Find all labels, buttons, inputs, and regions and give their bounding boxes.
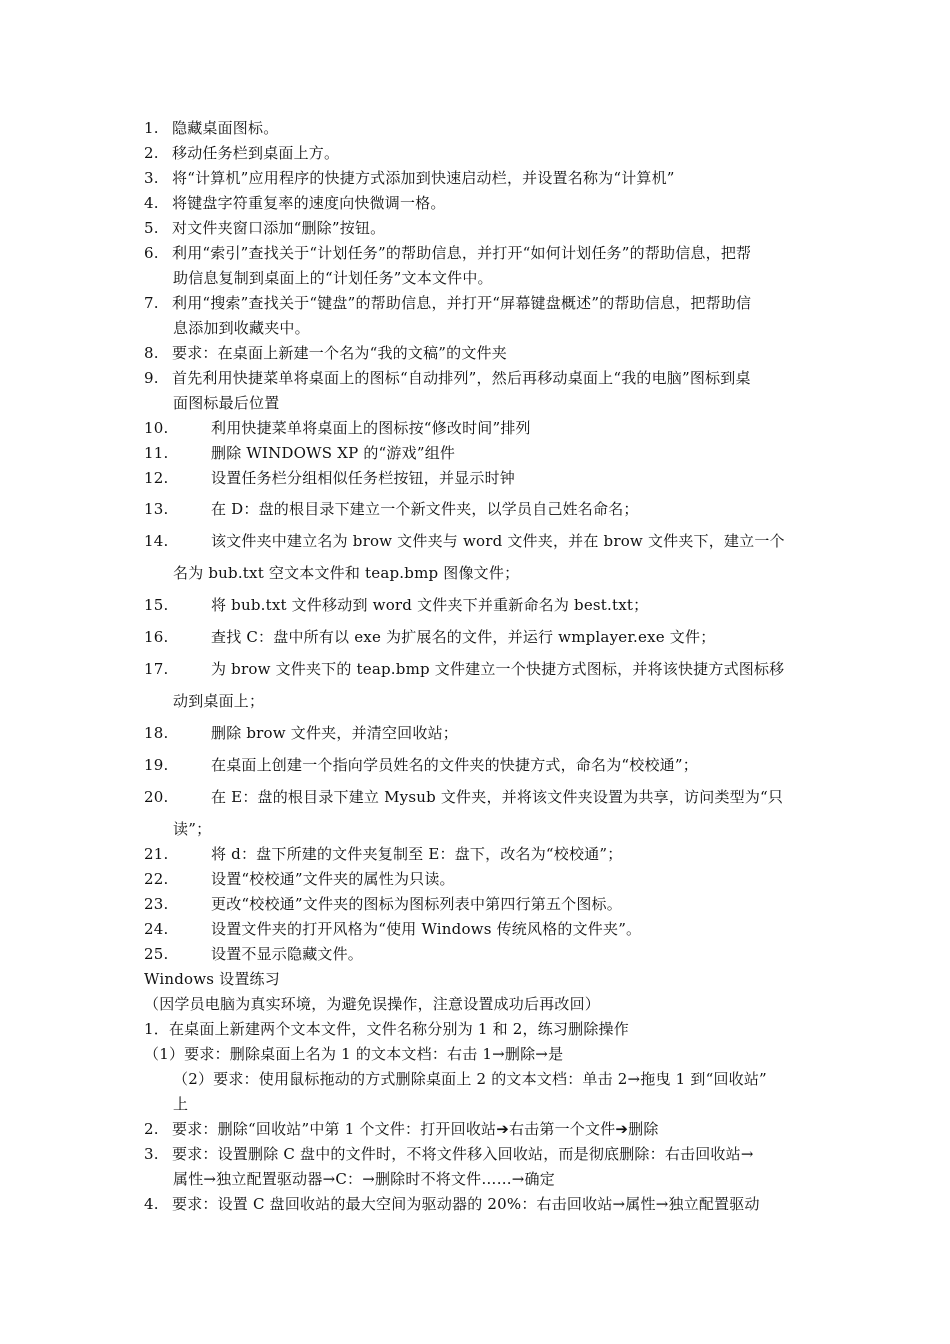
task-15: 15. 将 bub.txt 文件移动到 word 文件夹下并重新命名为 best.txt； (144, 596, 649, 614)
exercise-4: 4. 要求：设置 C 盘回收站的最大空间为驱动器的 20%：右击回收站→属性→独立配置驱动 (144, 1195, 760, 1213)
section-note: （因学员电脑为真实环境，为避免误操作，注意设置成功后再改回） (144, 995, 601, 1013)
task-22: 22. 设置“校校通”文件夹的属性为只读。 (144, 870, 455, 888)
exercise-1: 1．在桌面上新建两个文本文件，文件名称分别为 1 和 2，练习删除操作 (144, 1020, 629, 1038)
exercise-3-cont: 属性→独立配置驱动器→C：→删除时不将文件……→确定 (173, 1170, 555, 1188)
task-6-cont: 助信息复制到桌面上的“计划任务”文本文件中。 (173, 269, 493, 287)
exercise-2: 2. 要求：删除“回收站”中第 1 个文件：打开回收站➔右击第一个文件➔删除 (144, 1120, 659, 1138)
task-1: 1. 隐藏桌面图标。 (144, 119, 279, 137)
task-25: 25. 设置不显示隐藏文件。 (144, 945, 364, 963)
task-14-cont: 名为 bub.txt 空文本文件和 teap.bmp 图像文件； (173, 564, 520, 582)
task-4: 4. 将键盘字符重复率的速度向快微调一格。 (144, 194, 446, 212)
task-6: 6. 利用“索引”查找关于“计划任务”的帮助信息，并打开“如何计划任务”的帮助信息，把帮 (144, 244, 752, 262)
task-14: 14. 该文件夹中建立名为 brow 文件夹与 word 文件夹，并在 brow 文件夹下，建立一个 (144, 532, 785, 550)
task-10: 10. 利用快捷菜单将桌面上的图标按“修改时间”排列 (144, 419, 531, 437)
task-9-cont: 面图标最后位置 (173, 394, 280, 412)
task-20-cont: 读”； (173, 820, 212, 838)
section-title: Windows 设置练习 (144, 970, 280, 988)
exercise-1-2-cont: 上 (173, 1095, 189, 1113)
task-24: 24. 设置文件夹的打开风格为“使用 Windows 传统风格的文件夹”。 (144, 920, 642, 938)
task-7-cont: 息添加到收藏夹中。 (173, 319, 310, 337)
task-5: 5. 对文件夹窗口添加“删除”按钮。 (144, 219, 386, 237)
task-17: 17. 为 brow 文件夹下的 teap.bmp 文件建立一个快捷方式图标，并将该快捷方式图标移 (144, 660, 785, 678)
task-19: 19. 在桌面上创建一个指向学员姓名的文件夹的快捷方式，命名为“校校通”； (144, 756, 698, 774)
task-2: 2. 移动任务栏到桌面上方。 (144, 144, 340, 162)
task-7: 7. 利用“搜索”查找关于“键盘”的帮助信息，并打开“屏幕键盘概述”的帮助信息，把帮助信 (144, 294, 752, 312)
exercise-1-2: （2）要求：使用鼠标拖动的方式删除桌面上 2 的文本文档：单击 2→拖曳 1 到“回收站” (173, 1070, 767, 1088)
task-16: 16. 查找 C：盘中所有以 exe 为扩展名的文件，并运行 wmplayer.exe 文件； (144, 628, 716, 646)
task-23: 23. 更改“校校通”文件夹的图标为图标列表中第四行第五个图标。 (144, 895, 622, 913)
task-18: 18. 删除 brow 文件夹，并清空回收站； (144, 724, 458, 742)
task-20: 20. 在 E：盘的根目录下建立 Mysub 文件夹，并将该文件夹设置为共享，访问类型为“只 (144, 788, 784, 806)
task-21: 21. 将 d：盘下所建的文件夹复制至 E：盘下，改名为“校校通”； (144, 845, 623, 863)
exercise-3: 3. 要求：设置删除 C 盘中的文件时，不将文件移入回收站，而是彻底删除：右击回收站→ (144, 1145, 754, 1163)
task-13: 13. 在 D：盘的根目录下建立一个新文件夹，以学员自己姓名命名； (144, 500, 639, 518)
task-9: 9. 首先利用快捷菜单将桌面上的图标“自动排列”，然后再移动桌面上“我的电脑”图标到桌 (144, 369, 751, 387)
task-12: 12. 设置任务栏分组相似任务栏按钮，并显示时钟 (144, 469, 516, 487)
task-3: 3. 将“计算机”应用程序的快捷方式添加到快速启动栏，并设置名称为“计算机” (144, 169, 675, 187)
exercise-1-1: （1）要求：删除桌面上名为 1 的文本文档：右击 1→删除→是 (144, 1045, 564, 1063)
task-11: 11. 删除 WINDOWS XP 的“游戏”组件 (144, 444, 456, 462)
task-17-cont: 动到桌面上； (173, 692, 265, 710)
task-8: 8. 要求：在桌面上新建一个名为“我的文稿”的文件夹 (144, 344, 507, 362)
